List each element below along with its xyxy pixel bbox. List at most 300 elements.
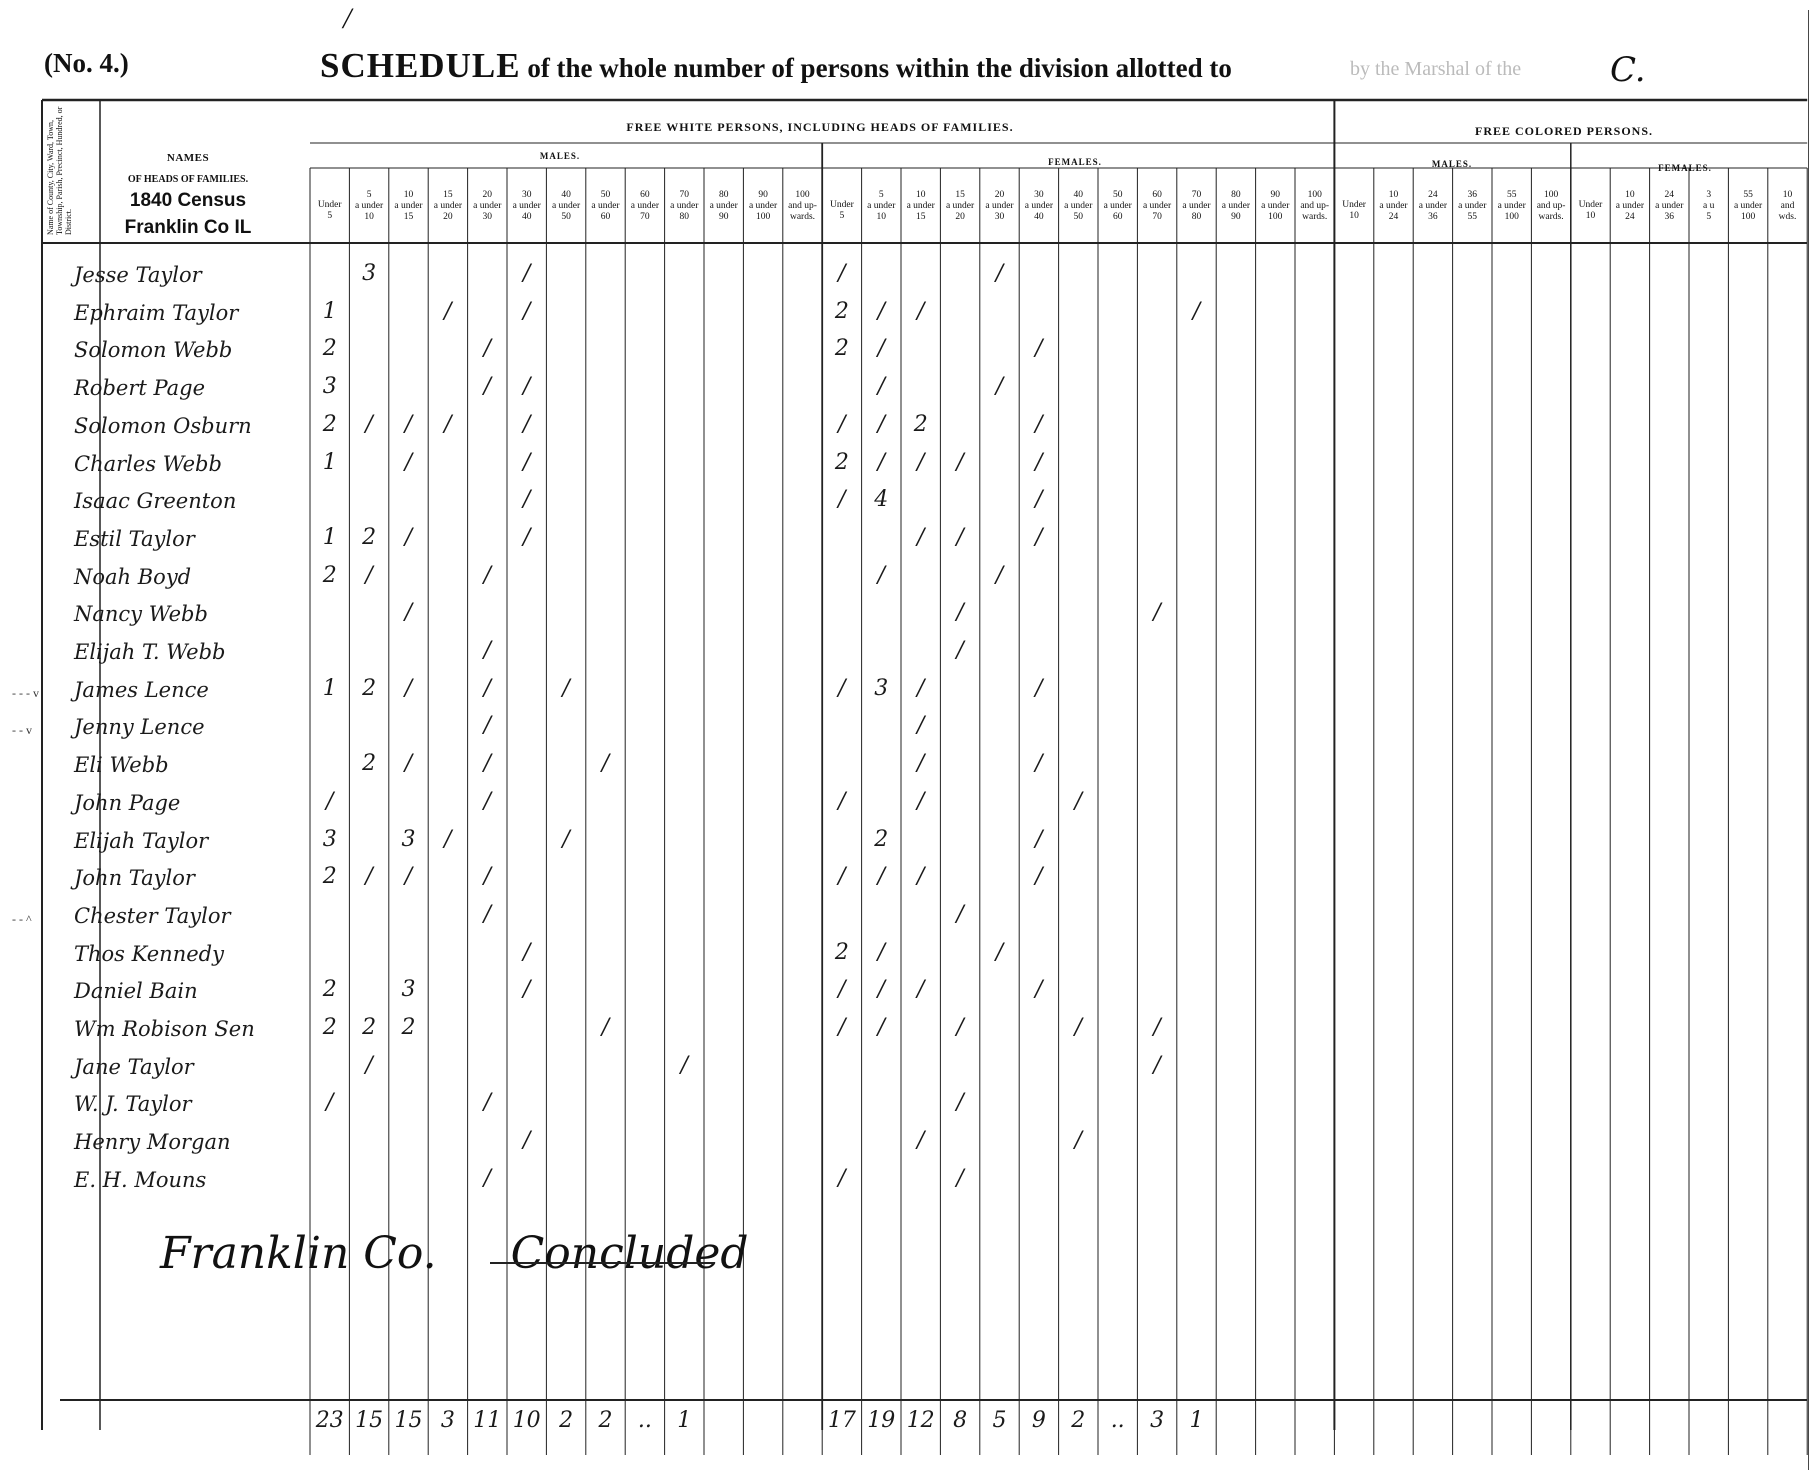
tally-mark: / [877,411,885,437]
column-header [349,190,388,223]
column-header-line: 15 [915,212,926,222]
column-header-line: a under [473,201,502,211]
column-header-line: 36 [1467,190,1478,200]
column-header-line: 30 [1034,190,1044,200]
tally-mark: / [877,449,885,475]
head-of-family-name: Henry Morgan [74,1130,231,1155]
column-header-line: a under [1379,201,1408,211]
tally-mark: / [916,864,925,890]
column-header-line: 40 [1073,190,1084,200]
column-header [1256,190,1295,223]
column-header [1334,200,1373,222]
tally-mark: / [1035,977,1043,1003]
column-header-line: 10 [1585,211,1596,221]
tally-mark: / [365,1052,373,1078]
column-header-line: a under [1221,201,1250,211]
tally-mark: / [1035,411,1043,437]
tally-mark: / [877,336,885,362]
tally-mark: / [483,1090,491,1116]
column-header-line: 10 [364,212,374,222]
tally-mark: / [838,1165,846,1191]
column-header-line: 60 [640,190,650,200]
column-header [1492,190,1531,223]
schedule-title [320,46,1232,86]
tally-mark: / [838,977,846,1003]
column-header [1650,190,1689,223]
column-header-line: a under [354,201,384,211]
tally-mark: / [483,901,491,927]
tally-mark: / [444,826,452,852]
column-header [1137,190,1176,223]
tally-mark: 2 [834,298,849,324]
tally-mark: 2 [322,411,337,437]
head-of-family-name: Nancy Webb [74,602,208,627]
tally-mark: 2 [834,449,849,475]
column-header-line: 20 [955,212,965,222]
head-of-family-name: Ephraim Taylor [74,300,239,325]
column-header-line: a under [748,201,778,211]
tally-mark: / [365,411,373,437]
tally-mark: / [877,977,885,1003]
column-header-line: a under [433,201,462,211]
tally-mark: 2 [322,977,337,1003]
column-header-line: 20 [482,190,493,200]
column-header [1728,190,1767,223]
column-header-line: a u [1703,201,1715,211]
column-header-line: 5 [839,211,845,221]
column-header-line: 5 [327,211,333,221]
column-header-line: 90 [718,212,729,222]
tally-mark: / [956,638,964,663]
column-total: 2 [1071,1408,1086,1433]
tally-mark: / [916,788,925,814]
column-header-line: 5 [366,190,372,200]
column-header-line: 40 [521,212,532,222]
column-header-line: 100 [795,190,810,200]
column-header [625,190,664,223]
tally-mark: / [956,1090,964,1116]
tally-mark: 1 [322,675,337,701]
tally-mark: / [838,864,846,890]
tally-mark: / [404,864,413,890]
column-header-line: a under [670,201,699,211]
tally-mark: 1 [322,449,337,475]
head-of-family-name: James Lence [74,677,209,702]
column-header-line: a under [1655,201,1684,211]
tally-mark: / [404,600,413,626]
head-of-family-name: Jenny Lence [74,715,205,740]
tally-mark: / [838,788,846,814]
tally-mark: / [995,374,1004,400]
tally-mark: / [1192,298,1201,324]
tally-mark: / [1153,600,1161,626]
column-header [1059,190,1098,223]
tally-mark: 2 [362,751,377,777]
tally-mark: 2 [834,336,849,362]
column-header-line: a under [709,201,738,211]
tally-mark: 2 [322,864,337,890]
column-header [428,190,467,223]
tally-mark: / [916,449,925,475]
head-of-family-name: Isaac Greenton [74,489,237,514]
column-header-line: Under [1342,200,1366,210]
column-header-line: 40 [561,190,571,200]
head-of-family-name: Solomon Webb [74,338,233,363]
tally-mark: / [877,939,885,965]
column-header [1531,190,1570,223]
column-header-line: a under [512,201,541,211]
tally-mark: / [956,524,964,550]
column-total: 15 [394,1408,423,1433]
margin-mark: - - ^ [12,911,32,926]
column-total: 2 [598,1408,613,1433]
schedule-word: SCHEDULE [320,46,521,85]
closing-status: Concluded [510,1228,749,1279]
column-header-line: 10 [915,190,926,200]
tally-mark: 2 [322,1015,337,1040]
column-header-line: a under [1458,201,1487,211]
column-header-line: 90 [1270,190,1281,200]
tally-mark: / [838,261,846,286]
faint-marshal-text: by the Marshal of the [1350,58,1522,80]
tally-mark: / [916,1128,925,1154]
tally-mark: / [1153,1015,1161,1040]
column-total: 19 [867,1408,896,1433]
column-header-line: a under [1182,201,1211,211]
column-header-line: 15 [403,212,414,222]
head-of-family-name: Estil Taylor [74,526,195,551]
column-header-line: 60 [600,212,611,222]
column-header-line: 50 [600,190,611,200]
column-header [1689,190,1728,223]
form-number: (No. 4.) [44,48,129,78]
tally-mark: / [877,562,885,588]
tally-mark: / [680,1052,688,1078]
tally-mark: / [483,713,491,739]
tally-mark: / [325,1090,334,1116]
column-header-line: 30 [521,190,532,200]
column-header [783,190,822,223]
tally-mark: 3 [401,977,416,1003]
column-header-line: 100 [1504,212,1519,222]
column-header [1177,190,1216,223]
column-header [665,190,704,223]
column-header-line: 3 [1706,190,1712,200]
tally-mark: 3 [322,826,337,852]
column-header-line: 24 [1388,212,1399,222]
column-header [901,190,940,223]
column-total: 10 [512,1408,541,1433]
tally-mark: 1 [322,298,337,324]
column-header [704,190,743,223]
column-header [546,190,585,223]
head-of-family-name: Charles Webb [74,451,222,476]
tally-mark: / [522,449,531,475]
head-of-family-name: Elijah Taylor [74,828,209,853]
column-header-line: and [1780,201,1795,211]
column-header-line: 30 [482,212,493,222]
column-header-line: 50 [1073,212,1084,222]
column-header-line: 70 [640,212,650,222]
head-of-family-name: Jesse Taylor [74,263,202,287]
column-header-line: a under [394,201,423,211]
column-header-line: wds. [1778,212,1797,222]
column-total: 23 [315,1408,344,1433]
column-header-line: a under [1497,201,1526,211]
tally-mark: / [404,449,413,475]
tally-mark: / [1035,675,1043,701]
column-header [1374,190,1413,223]
tally-mark: / [995,939,1004,965]
tally-mark: / [995,562,1004,588]
column-header [1768,190,1807,223]
head-of-family-name: W. J. Taylor [74,1092,192,1117]
column-header-line: 80 [1231,190,1241,200]
head-of-family-name: Noah Boyd [74,564,192,589]
tally-mark: / [522,411,531,437]
column-total: 5 [992,1408,1007,1433]
column-header [1610,190,1649,223]
tally-mark: 3 [874,675,889,701]
tally-mark: / [522,939,531,965]
white-females-heading: FEMALES. [1048,157,1102,167]
tally-mark: / [956,449,964,475]
column-header-line: 10 [403,190,414,200]
column-total: 15 [355,1408,384,1433]
head-of-family-name: Thos Kennedy [74,941,224,966]
head-of-family-name: E. H. Mouns [74,1167,207,1192]
head-of-family-name: Chester Taylor [74,903,231,928]
column-header-line: 5 [878,190,884,200]
tally-mark: / [1035,449,1043,475]
tally-mark: / [522,487,531,513]
tally-mark: / [838,487,846,513]
tally-mark: 4 [874,487,889,513]
column-header-line: a under [591,201,620,211]
column-header-line: 80 [679,212,690,222]
tally-mark: / [1074,1015,1082,1040]
tally-mark: / [1153,1052,1161,1078]
tally-mark: / [522,1128,531,1154]
column-total: .. [637,1408,652,1433]
column-header [389,190,428,223]
tally-mark: / [404,751,413,777]
column-header-line: 55 [1467,212,1478,222]
column-header-line: a under [1261,201,1290,211]
column-header-line: 10 [1349,211,1359,221]
colored-females-heading: FEMALES. [1658,163,1712,173]
tally-mark: / [877,374,885,400]
top-tick-mark: / [343,2,352,35]
tally-mark: 2 [401,1015,416,1040]
head-of-family-name: Daniel Bain [74,979,198,1004]
column-header-line: a under [1064,201,1093,211]
tally-mark: / [444,298,452,324]
column-header-line: 100 [755,212,771,222]
tally-mark: 2 [834,939,849,965]
tally-mark: / [1035,487,1043,513]
tally-mark: / [1035,826,1043,852]
column-header-line: a under [1418,201,1447,211]
tally-mark: / [483,864,491,890]
head-of-family-name: John Page [74,790,181,815]
column-header-line: a under [945,201,975,211]
column-header-line: a under [630,201,659,211]
tally-mark: / [483,336,491,362]
free-white-heading: FREE WHITE PERSONS, INCLUDING HEADS OF FAMILIES. [626,120,1014,134]
column-header [1571,200,1610,222]
column-header-line: a under [1103,201,1132,211]
column-header-line: a under [906,201,935,211]
tally-mark: 2 [322,336,337,362]
tally-mark: / [522,524,531,550]
tally-mark: / [916,675,925,701]
column-header-line: 30 [994,212,1005,222]
census-year-label: 1840 Census [129,190,247,211]
column-total: 8 [953,1408,968,1433]
heads-of-families-heading: OF HEADS OF FAMILIES. [127,174,249,185]
head-of-family-name: Wm Robison Sen [74,1017,255,1041]
tally-mark: 3 [322,374,337,400]
column-header-line: 15 [443,190,453,200]
tally-mark: 2 [362,1015,377,1040]
tally-mark: / [995,261,1004,286]
column-header-line: a under [1142,201,1172,211]
tally-mark: 2 [362,524,377,550]
column-header [980,190,1019,223]
tally-mark: / [444,411,452,437]
tally-mark: / [483,751,491,777]
tally-mark: 1 [322,524,337,550]
column-header-line: wards. [1302,212,1328,222]
column-header [310,200,349,222]
column-header-line: 50 [561,212,571,222]
tally-mark: / [483,638,491,663]
column-total: 12 [906,1408,935,1433]
column-header-line: 70 [679,190,690,200]
column-header-line: Under [317,200,342,210]
column-header [743,190,782,223]
tally-mark: / [483,675,491,701]
column-total: .. [1110,1408,1125,1433]
column-header-line: wards. [789,212,816,222]
column-total: 2 [559,1408,574,1433]
county-column-label: Name of County, City, Ward, Town, Township, Parish, Precinct, Hundred, or District. [46,106,73,235]
column-header-line: and up- [1536,201,1566,211]
head-of-family-name: Robert Page [74,376,206,401]
tally-mark: / [956,600,964,626]
column-header-line: and up- [788,201,817,211]
names-heading: NAMES [166,152,210,164]
column-header [1413,190,1452,223]
tally-mark: 2 [322,562,337,588]
tally-mark: / [522,298,531,324]
tally-mark: / [483,374,491,400]
column-header-line: a under [1024,201,1053,211]
column-header-line: 100 [1268,212,1283,222]
tally-mark: / [916,298,925,324]
column-header-line: a under [985,201,1014,211]
tally-mark: 3 [362,261,377,286]
tally-mark: / [838,411,846,437]
tally-mark: / [522,977,531,1003]
tally-mark: / [956,1165,964,1191]
column-header-line: 55 [1506,190,1517,200]
tally-mark: / [877,298,885,324]
closing-underline [490,1262,715,1264]
corner-mark: C. [1610,50,1646,90]
column-header [1295,190,1334,223]
column-total: 9 [1031,1408,1046,1433]
tally-mark: / [916,751,925,777]
column-header-line: wards. [1538,212,1564,222]
closing-note [160,1228,749,1279]
column-total: 3 [1150,1408,1165,1433]
column-header-line: 10 [1625,190,1635,200]
tally-mark: / [877,1015,885,1040]
tally-mark: / [483,562,491,588]
column-header-line: 100 [1740,212,1756,222]
column-header-line: 20 [994,190,1005,200]
tally-mark: / [838,1015,846,1040]
tally-mark: / [916,713,925,739]
column-header-line: 70 [1191,190,1202,200]
column-header-line: 20 [443,212,453,222]
column-header-line: 90 [1231,212,1241,222]
tally-mark: / [956,901,964,927]
column-header-line: 55 [1743,190,1753,200]
head-of-family-name: Elijah T. Webb [74,640,226,664]
column-header-line: 90 [758,190,768,200]
tally-mark: 3 [401,826,416,852]
column-header [862,190,901,223]
column-header-line: a under [1733,201,1763,211]
column-header [1098,190,1137,223]
column-header-line: 24 [1664,190,1675,200]
column-header-line: 10 [876,212,887,222]
column-header [468,190,507,223]
head-of-family-name: Solomon Osburn [74,413,252,438]
tally-mark: / [522,374,531,400]
white-males-heading: MALES. [539,151,581,161]
margin-mark: - - v [12,723,32,738]
column-header-line: 24 [1428,190,1438,200]
column-header-line: 15 [955,190,965,200]
tally-mark: / [1035,864,1043,890]
column-header-line: and up- [1300,201,1330,211]
tally-mark: / [404,411,413,437]
column-header-line: a under [1615,201,1644,211]
tally-mark: / [404,524,413,550]
column-header-line: 40 [1034,212,1044,222]
column-header-line: 5 [1706,212,1712,222]
column-header-line: 100 [1307,190,1322,200]
tally-mark: / [562,826,570,852]
tally-mark: / [601,751,610,777]
tally-mark: / [838,675,846,701]
tally-mark: / [1074,1128,1082,1154]
head-of-family-name: Eli Webb [74,753,169,778]
column-header-line: 80 [1191,212,1202,222]
tally-mark: / [522,261,531,286]
column-header-line: 50 [1112,190,1123,200]
tally-mark: / [601,1015,610,1040]
tally-mark: / [1035,336,1043,362]
head-of-family-name: John Taylor [74,866,195,891]
column-header-line: 36 [1664,212,1675,222]
tally-mark: / [404,675,413,701]
tally-mark: / [483,788,491,814]
